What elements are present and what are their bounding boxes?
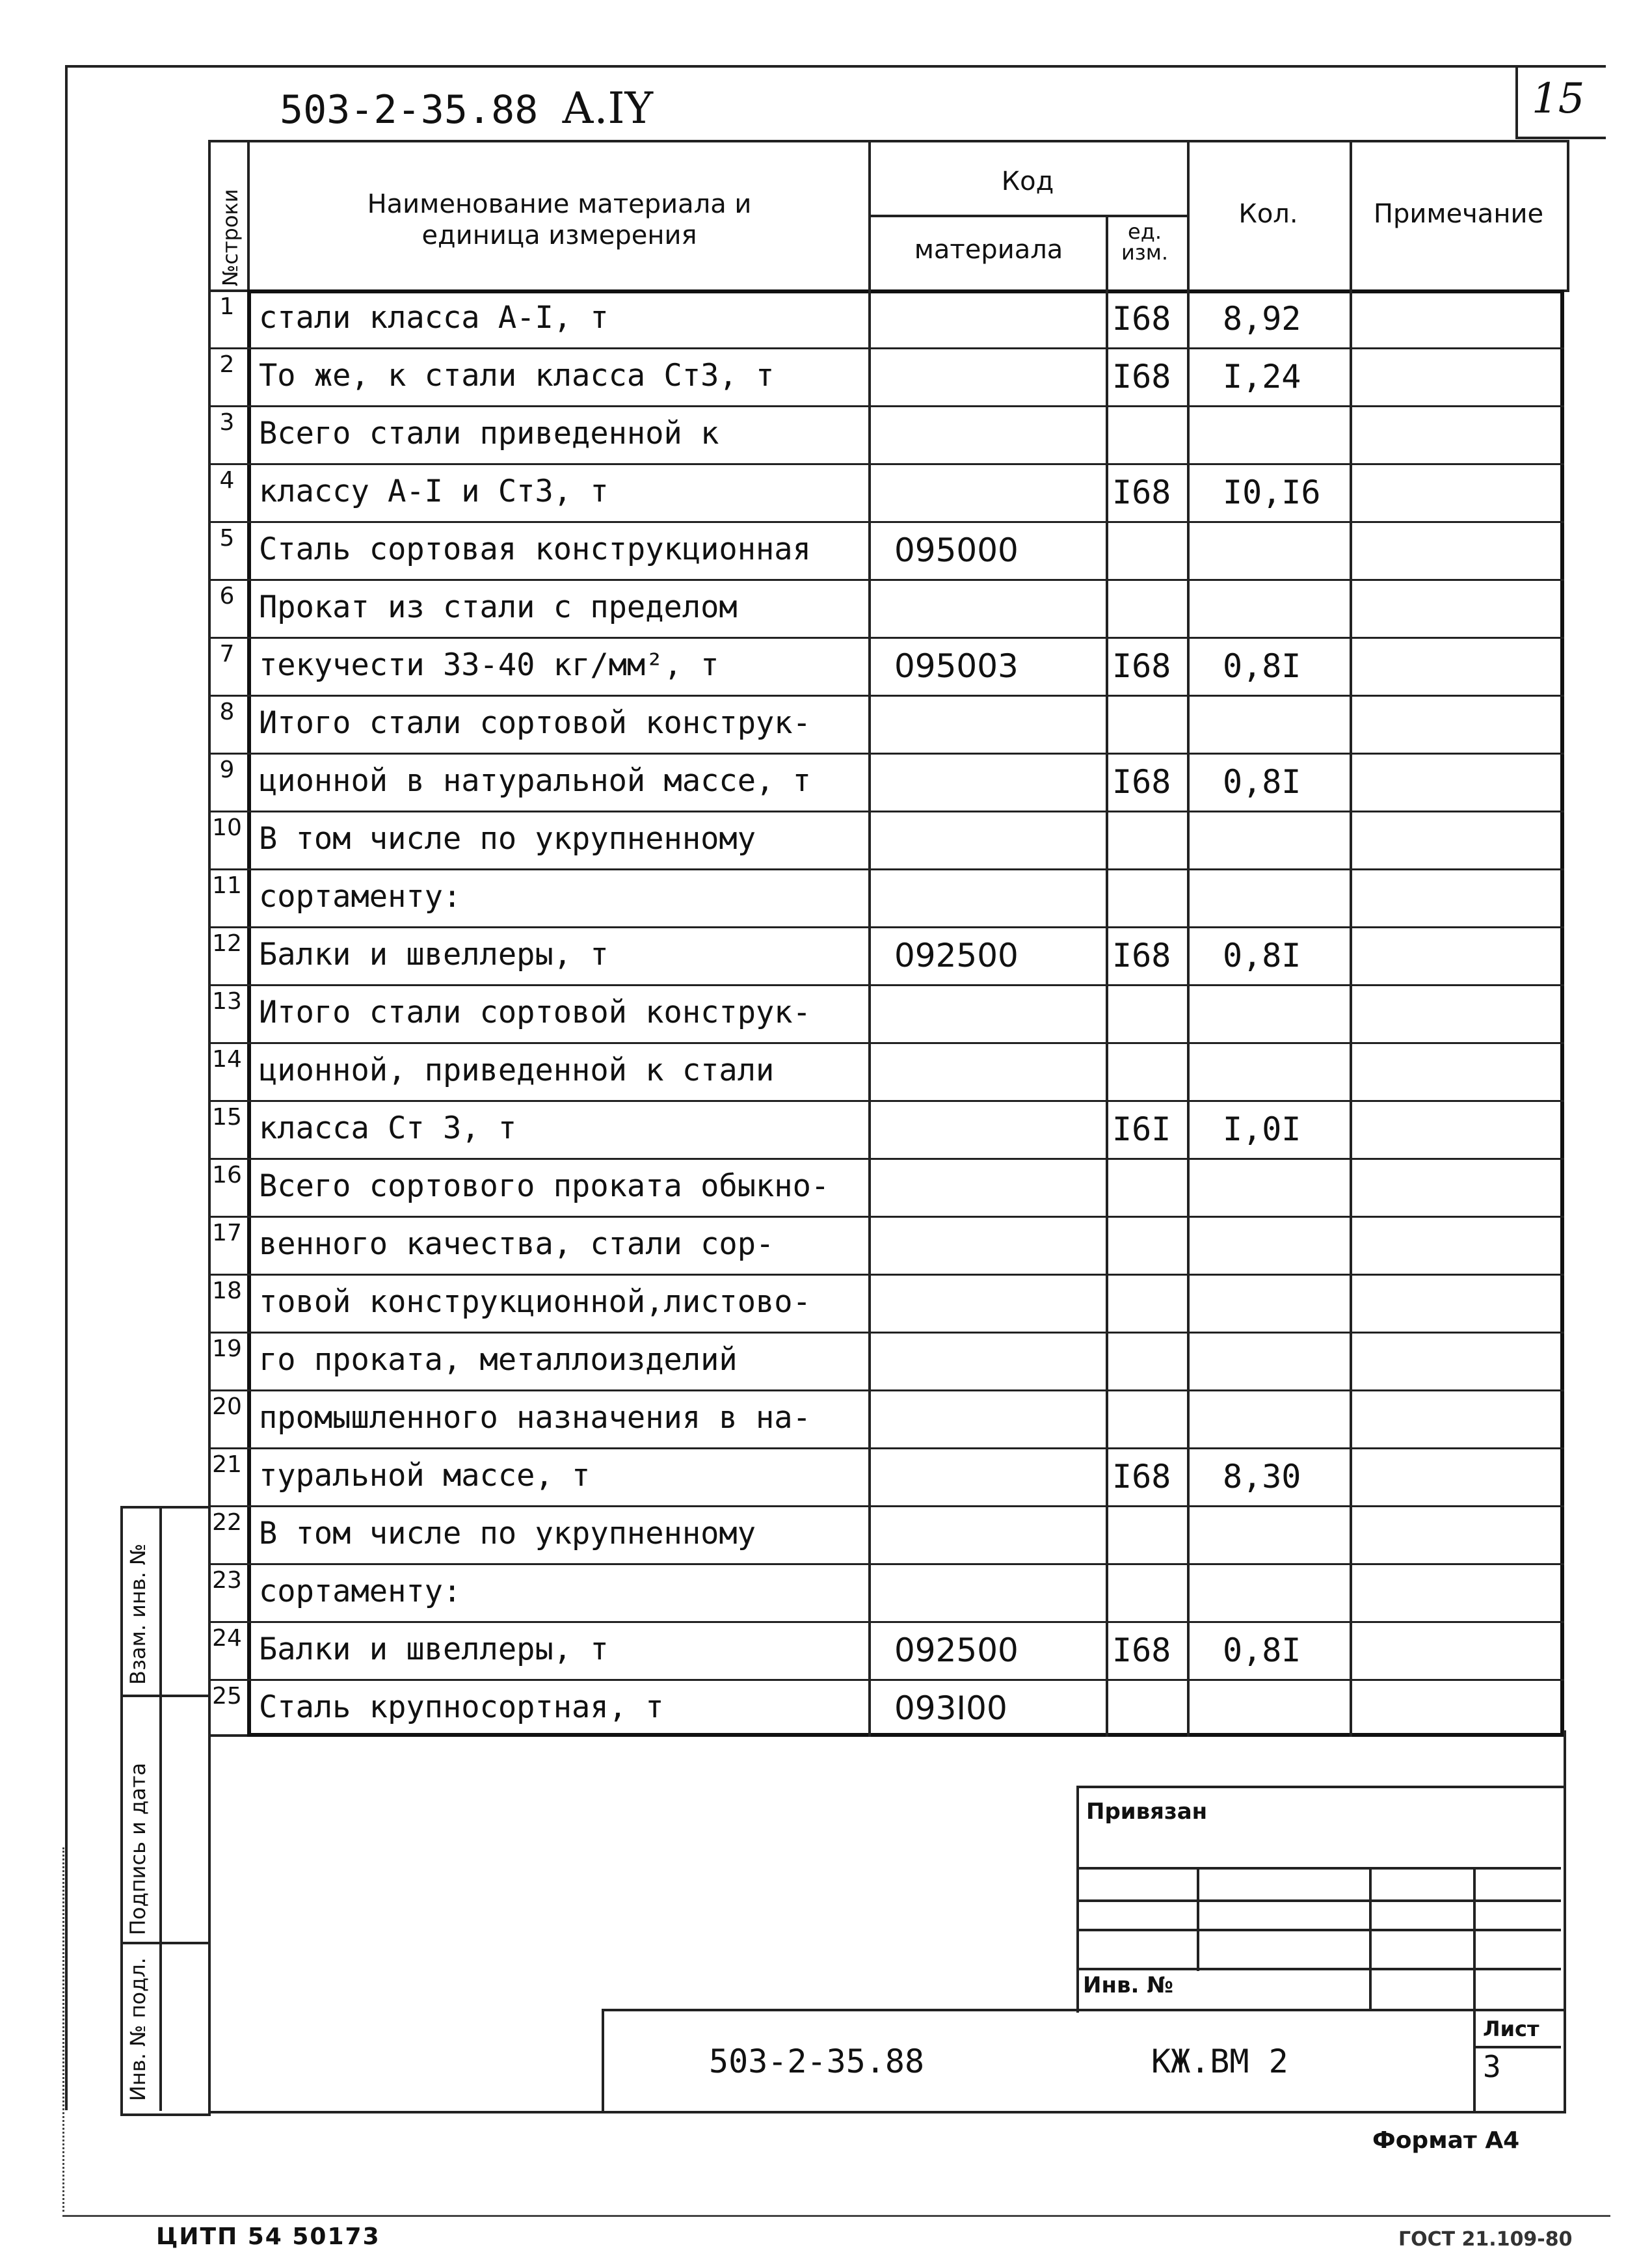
row-qty: 0,8I: [1223, 647, 1301, 685]
hdr-vline-4: [1187, 140, 1190, 289]
row-divider: [208, 405, 1564, 407]
row-number: 1: [219, 293, 235, 320]
stamp-line-4: [1076, 1968, 1561, 1970]
list-value: 3: [1483, 2049, 1501, 2084]
row-divider: [208, 521, 1564, 523]
row-name: Сталь крупносортная, т: [259, 1689, 664, 1725]
side-strip-div-2: [120, 1942, 208, 1944]
header-rownum: №строки: [218, 189, 243, 286]
stamp-vline-1: [1197, 1867, 1199, 1971]
doc-code-top-text: 503-2-35.88: [280, 87, 539, 133]
row-number: 14: [212, 1046, 242, 1073]
row-number: 19: [212, 1335, 242, 1362]
row-name: Балки и швеллеры, т: [259, 937, 609, 973]
header-qty: Кол.: [1238, 199, 1298, 229]
row-name: венного качества, стали сор-: [259, 1226, 775, 1262]
row-divider: [208, 868, 1564, 870]
row-name: Всего сортового проката обыкно-: [259, 1168, 830, 1204]
row-number: 6: [219, 583, 235, 610]
row-name: ционной в натуральной массе, т: [259, 763, 811, 799]
row-number: 2: [219, 351, 235, 378]
header-note: Примечание: [1373, 199, 1544, 229]
stamp-line-3: [1076, 1929, 1561, 1931]
hdr-hline-1: [868, 215, 1187, 217]
row-divider: [208, 1389, 1564, 1391]
row-divider: [208, 1216, 1564, 1218]
row-code: 092500: [894, 1631, 1019, 1669]
footer-left: ЦИТП 54 50173: [156, 2223, 380, 2250]
stamp-line-1: [1076, 1867, 1561, 1870]
row-number: 12: [212, 930, 242, 957]
row-qty: 8,92: [1223, 300, 1301, 338]
row-code: 093I00: [894, 1689, 1007, 1727]
row-name: текучести 33-40 кг/мм², т: [259, 647, 719, 683]
row-unit: I68: [1112, 647, 1171, 685]
row-divider: [208, 926, 1564, 928]
row-number: 18: [212, 1278, 242, 1304]
row-qty: 0,8I: [1223, 937, 1301, 974]
row-divider: [208, 1158, 1564, 1160]
body-vline-1: [868, 289, 871, 1737]
row-number: 8: [219, 699, 235, 725]
row-name: сортаменту:: [259, 1574, 462, 1609]
list-label: Лист: [1483, 2017, 1539, 2041]
row-qty: I,24: [1223, 358, 1301, 396]
header-code: Код: [1001, 167, 1054, 196]
row-unit: I68: [1112, 474, 1171, 511]
row-divider: [208, 753, 1564, 755]
row-name: промышленного назначения в на-: [259, 1400, 811, 1436]
row-number: 25: [212, 1683, 242, 1710]
row-number: 13: [212, 988, 242, 1015]
row-number: 11: [212, 872, 242, 899]
row-name: сортаменту:: [259, 879, 462, 915]
row-unit: I68: [1112, 1631, 1171, 1669]
row-name: стали класса А-I, т: [259, 300, 609, 336]
row-divider: [208, 1621, 1564, 1623]
row-qty: 0,8I: [1223, 1631, 1301, 1669]
row-code: 095000: [894, 531, 1019, 569]
page-number-hand: 15: [1532, 75, 1585, 123]
row-unit: I68: [1112, 300, 1171, 338]
row-number: 16: [212, 1162, 242, 1188]
row-divider: [208, 811, 1564, 812]
row-name: класса Ст 3, т: [259, 1110, 517, 1146]
row-number: 15: [212, 1104, 242, 1131]
row-unit: I68: [1112, 1458, 1171, 1496]
side-label-podpis: Подпись и дата: [126, 1762, 150, 1935]
title-sheet-code: КЖ.ВМ 2: [1151, 2043, 1288, 2080]
stamp-inv-label: Инв. №: [1083, 1972, 1174, 1998]
row-unit: I6I: [1112, 1110, 1171, 1148]
row-name: Итого стали сортовой конструк-: [259, 995, 811, 1030]
list-line: [1473, 2046, 1561, 2048]
body-vline-2: [1106, 289, 1108, 1737]
row-number: 10: [212, 814, 242, 841]
row-divider: [208, 1447, 1564, 1449]
row-divider: [208, 1563, 1564, 1565]
row-unit: I68: [1112, 358, 1171, 396]
row-name: Прокат из стали с пределом: [259, 589, 738, 625]
row-name: классу А-I и Ст3, т: [259, 474, 609, 509]
cut-line: [62, 1847, 64, 2212]
row-number: 5: [219, 525, 235, 552]
row-number: 9: [219, 757, 235, 783]
body-vline-4: [1350, 289, 1352, 1737]
stamp-vline-2: [1369, 1867, 1372, 2010]
row-name: ционной, приведенной к стали: [259, 1053, 775, 1088]
row-divider: [208, 579, 1564, 581]
hdr-vline-1: [247, 140, 250, 289]
row-number: 7: [219, 641, 235, 667]
row-name: Сталь сортовая конструкционная: [259, 531, 811, 567]
row-qty: 8,30: [1223, 1458, 1301, 1496]
row-name: Всего стали приведенной к: [259, 416, 719, 451]
row-number: 4: [219, 467, 235, 494]
row-number: 20: [212, 1393, 242, 1420]
row-divider: [208, 1100, 1564, 1102]
row-number: 21: [212, 1451, 242, 1478]
row-number: 3: [219, 409, 235, 436]
body-vline-3: [1187, 289, 1190, 1737]
hdr-vline-3: [1106, 215, 1108, 289]
row-name: Итого стали сортовой конструк-: [259, 705, 811, 741]
row-divider: [208, 463, 1564, 465]
row-number: 23: [212, 1567, 242, 1594]
title-doc-code: 503-2-35.88: [709, 2043, 925, 2080]
footer-right: ГОСТ 21.109-80: [1398, 2228, 1573, 2251]
row-divider: [208, 637, 1564, 639]
row-number: 24: [212, 1625, 242, 1652]
side-strip-inner: [159, 1506, 162, 2111]
row-unit: I68: [1112, 937, 1171, 974]
row-divider: [208, 1332, 1564, 1334]
row-name: В том числе по укрупненному: [259, 1516, 756, 1551]
row-divider: [208, 695, 1564, 697]
doc-suffix-top: А.IY: [561, 83, 654, 133]
header-unit: ед. изм.: [1121, 219, 1169, 265]
row-code: 095003: [894, 647, 1019, 685]
row-qty: I0,I6: [1223, 474, 1321, 511]
row-qty: 0,8I: [1223, 763, 1301, 801]
stamp-line-2: [1076, 1899, 1561, 1902]
format-label: Формат А4: [1372, 2127, 1520, 2154]
row-unit: I68: [1112, 763, 1171, 801]
row-qty: I,0I: [1223, 1110, 1301, 1148]
row-divider: [208, 1505, 1564, 1507]
row-name: То же, к стали класса Ст3, т: [259, 358, 775, 394]
row-number: 22: [212, 1509, 242, 1536]
hdr-vline-5: [1350, 140, 1352, 289]
row-divider: [208, 347, 1564, 349]
header-name: Наименование материала и единица измерения: [367, 189, 752, 250]
side-strip-div-1: [120, 1695, 208, 1697]
row-divider: [208, 1274, 1564, 1276]
row-divider: [208, 1042, 1564, 1044]
row-name: го проката, металлоизделий: [259, 1342, 738, 1378]
row-divider: [208, 984, 1564, 986]
row-number: 17: [212, 1220, 242, 1246]
row-name: туральной массе, т: [259, 1458, 591, 1494]
stamp-privyazan-label: Привязан: [1086, 1799, 1208, 1825]
row-name: Балки и швеллеры, т: [259, 1631, 609, 1667]
row-divider: [208, 1679, 1564, 1681]
row-name: В том числе по укрупненному: [259, 821, 756, 857]
row-code: 092500: [894, 937, 1019, 974]
header-material: материала: [914, 235, 1063, 265]
row-name: товой конструкционной,листово-: [259, 1284, 811, 1320]
side-label-vzam: Взам. инв. №: [126, 1543, 150, 1685]
side-label-inv-podl: Инв. № подл.: [126, 1957, 150, 2101]
cut-line-bottom: [62, 2215, 1610, 2217]
